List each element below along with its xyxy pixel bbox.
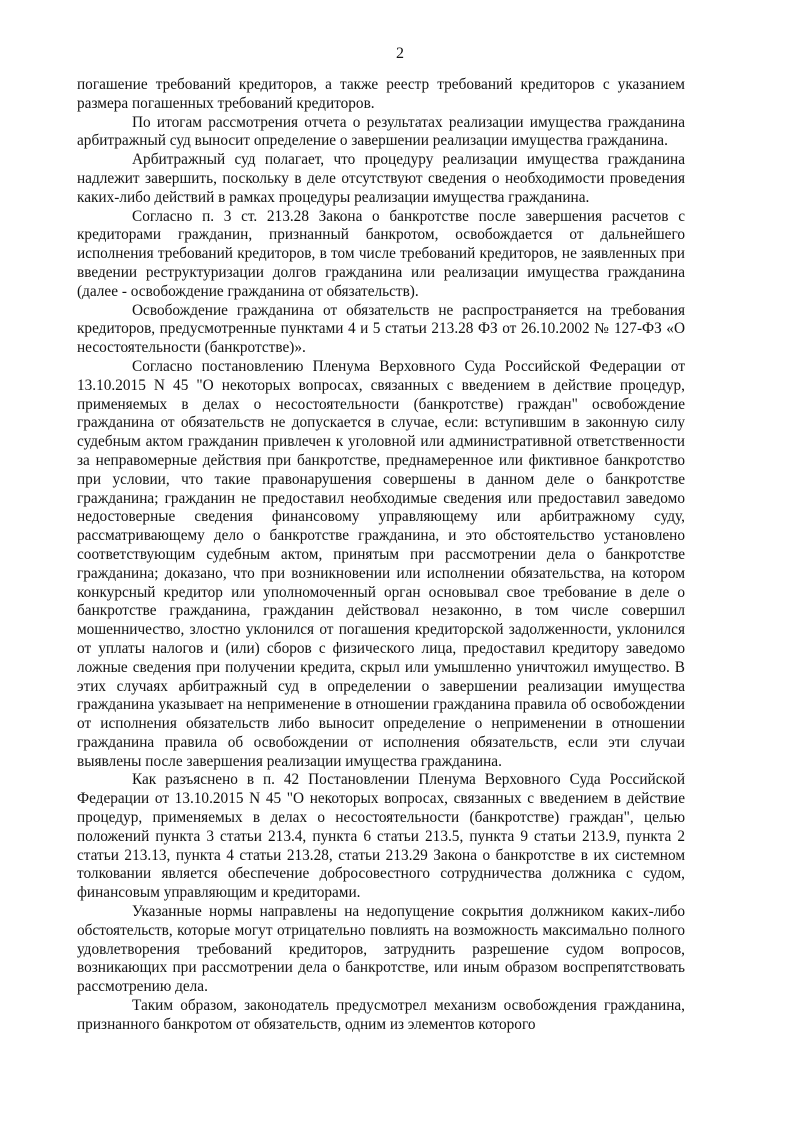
body-paragraph: Арбитражный суд полагает, что процедуру реализации имущества гражданина надлежит завершить, поскольку в деле отсутствуют сведения о необходимости проведения каких-либо действий в рамках процедуры реализации имущества гражданина. [77, 151, 685, 206]
page-number: 2 [396, 45, 404, 62]
body-paragraph: Согласно постановлению Пленума Верховного Суда Российской Федерации от 13.10.2015 N 45 "О некоторых вопросах, связанных с введением в действие процедур, применяемых в делах о несостоятельности (банкротстве) граждан" освобождение гражданина от обязательств не допускается в случае, если: вступившим в законную силу судебным актом гражданин привлечен к уголовной или административной ответственности за неправомерные действия при банкротстве, преднамеренное или фиктивное банкротство при условии, что такие правонарушения совершены в данном деле о банкротстве гражданина; гражданин не предоставил необходимые сведения или предоставил заведомо недостоверные сведения финансовому управляющему или арбитражному суду, рассматривающему дело о банкротстве гражданина, и это обстоятельство установлено соответствующим судебным актом, принятым при рассмотрении дела о банкротстве гражданина; доказано, что при возникновении или исполнении обязательства, на котором конкурсный кредитор или уполномоченный орган основывал свое требование в деле о банкротстве гражданина, гражданин действовал незаконно, в том числе совершил мошенничество, злостно уклонился от погашения кредиторской задолженности, уклонился от уплаты налогов и (или) сборов с физического лица, предоставил кредитору заведомо ложные сведения при получении кредита, скрыл или умышленно уничтожил имущество. В этих случаях арбитражный суд в определении о завершении реализации имущества гражданина указывает на неприменение в отношении гражданина правила об освобождении от исполнения обязательств либо выносит определение о неприменении в отношении гражданина правила об освобождении от исполнения обязательств, если эти случаи выявлены после завершения реализации имущества гражданина. [77, 357, 685, 770]
body-paragraph: погашение требований кредиторов, а также реестр требований кредиторов с указанием размера погашенных требований кредиторов. [77, 76, 685, 112]
body-paragraph: По итогам рассмотрения отчета о результатах реализации имущества гражданина арбитражный суд выносит определение о завершении реализации имущества гражданина. [77, 113, 685, 150]
body-paragraph: Указанные нормы направлены на недопущение сокрытия должником каких-либо обстоятельств, которые могут отрицательно повлиять на возможность максимально полного удовлетворения требований кредиторов, затруднить разрешение судом вопросов, возникающих при рассмотрении дела о банкротстве, или иным образом воспрепятствовать рассмотрению дела. [77, 903, 685, 996]
body-paragraph: Освобождение гражданина от обязательств не распространяется на требования кредиторов, предусмотренные пунктами 4 и 5 статьи 213.28 ФЗ от 26.10.2002 № 127-ФЗ «О несостоятельности (банкротстве)». [77, 301, 685, 357]
document-body [77, 76, 685, 1035]
body-paragraph: Как разъяснено в п. 42 Постановлении Пленума Верховного Суда Российской Федерации от 13.10.2015 N 45 "О некоторых вопросах, связанных с введением в действие процедур, применяемых в делах о несостоятельности (банкротстве) граждан", целью положений пункта 3 статьи 213.4, пункта 6 статьи 213.5, пункта 9 статьи 213.9, пункта 2 статьи 213.13, пункта 4 статьи 213.28, статьи 213.29 Закона о банкротстве в их системном толковании является обеспечение добросовестного сотрудничества должника с судом, финансовым управляющим и кредиторами. [77, 771, 685, 902]
body-paragraph: Согласно п. 3 ст. 213.28 Закона о банкротстве после завершения расчетов с кредиторами гражданин, признанный банкротом, освобождается от дальнейшего исполнения требований кредиторов, в том числе требований кредиторов, не заявленных при введении реструктуризации долгов гражданина или реализации имущества гражданина (далее - освобождение гражданина от обязательств). [77, 207, 685, 300]
body-paragraph: Таким образом, законодатель предусмотрел механизм освобождения гражданина, признанного банкротом от обязательств, одним из элементов которого [77, 997, 685, 1033]
